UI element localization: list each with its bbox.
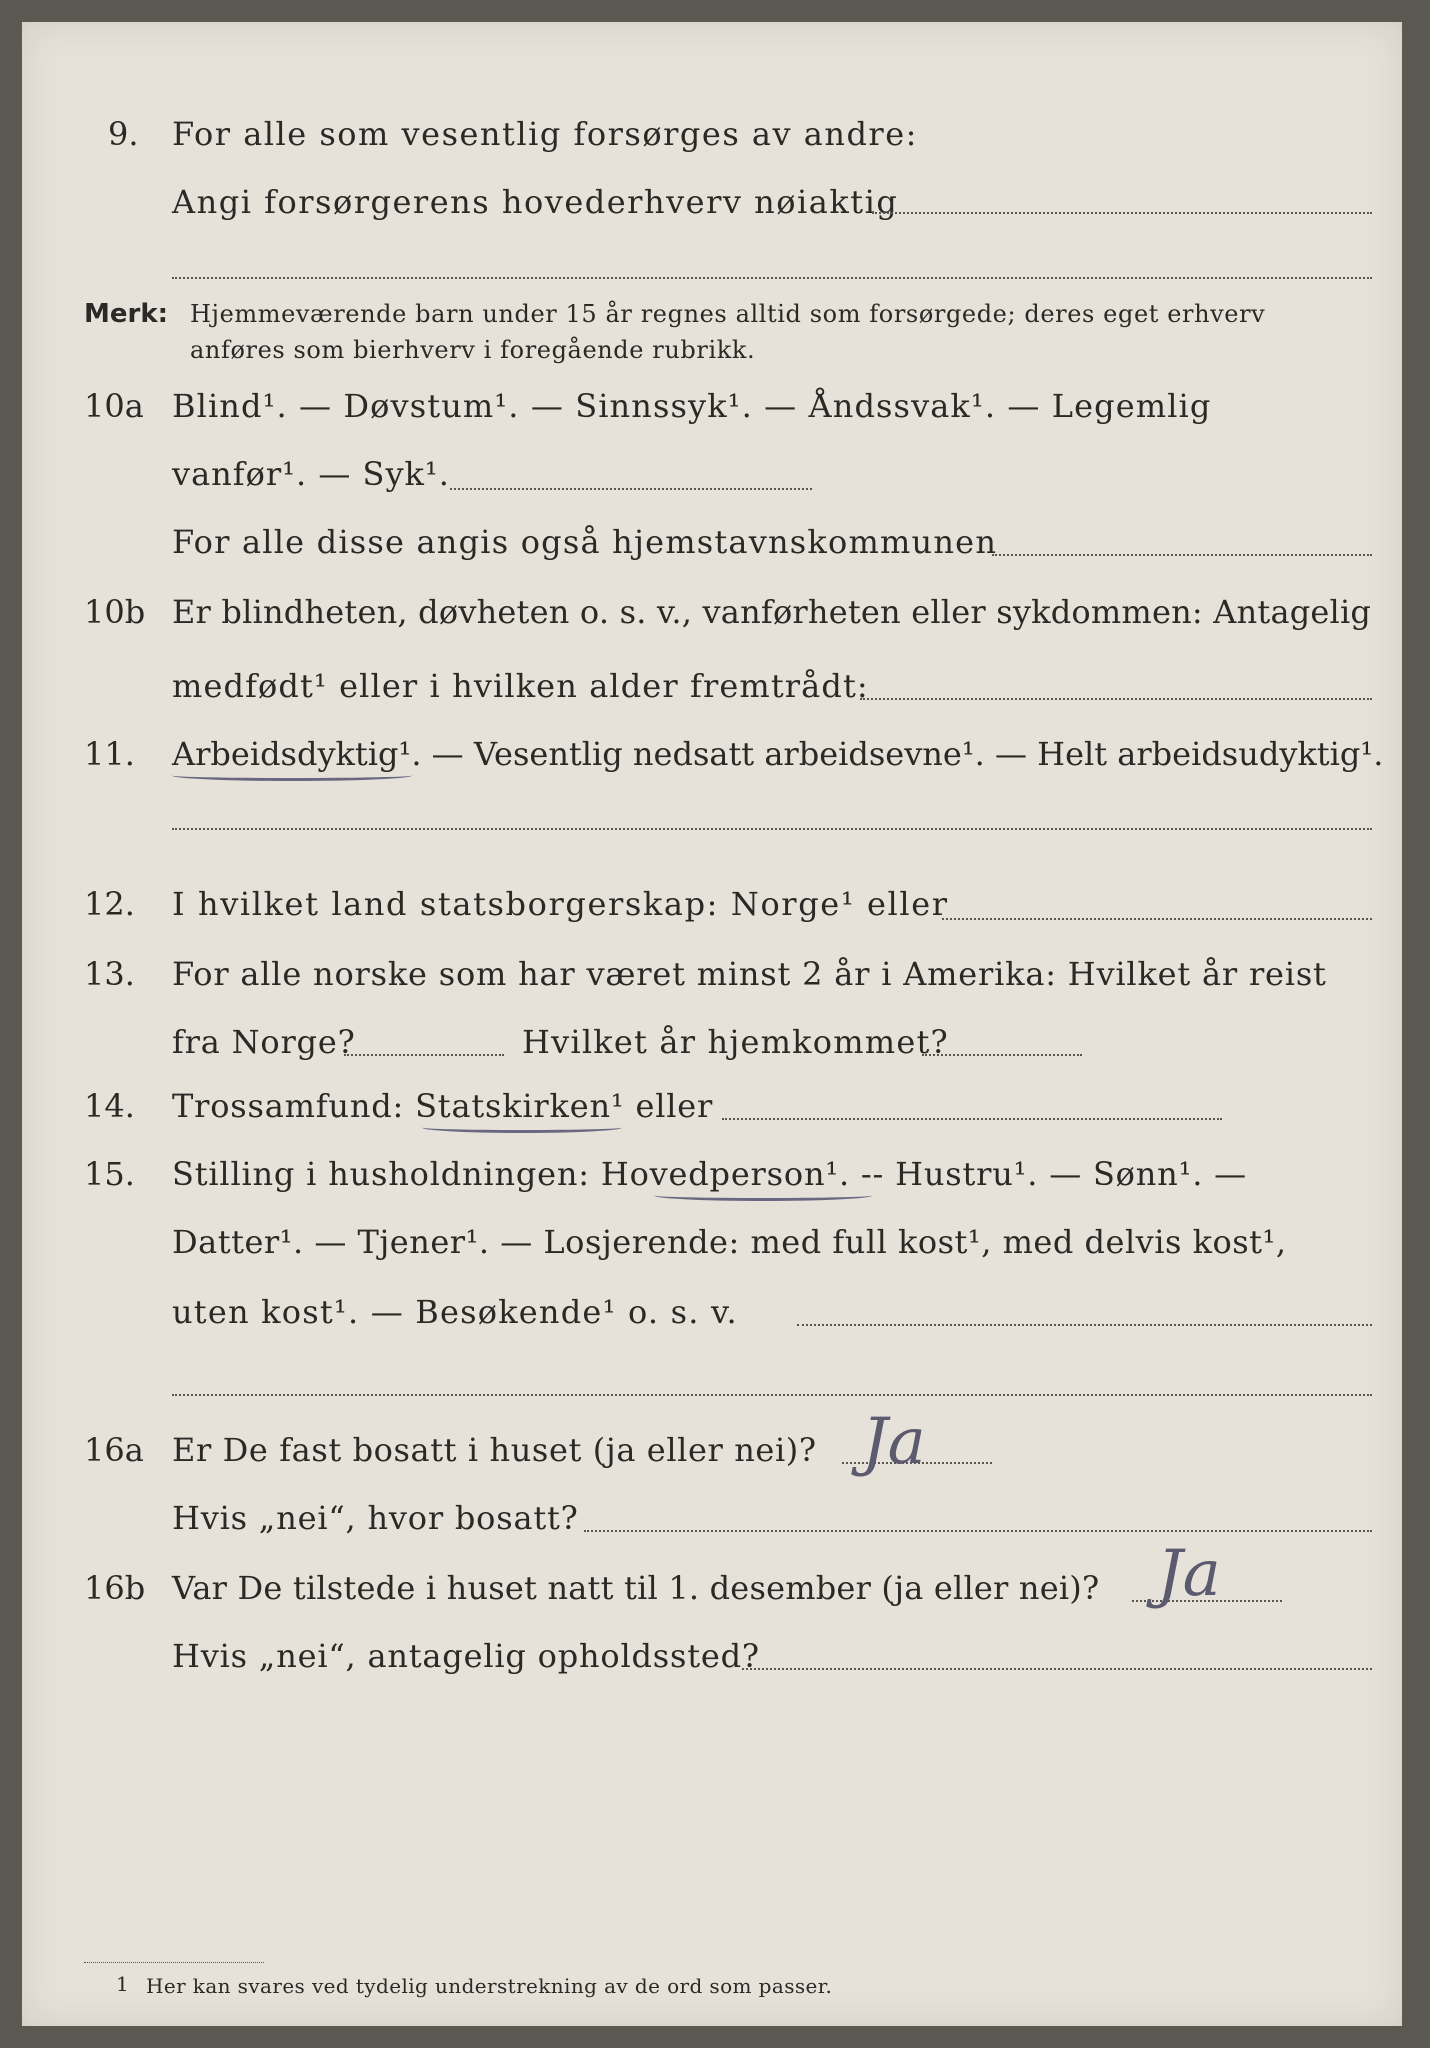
q13-departure-year-line[interactable]	[344, 1054, 504, 1056]
q15-answer-line-2[interactable]	[172, 1394, 1372, 1396]
q15-line1: Stilling i husholdningen: Hovedperson¹. -- Hustru¹. — Sønn¹. —	[172, 1155, 1247, 1193]
merk-label: Merk:	[84, 299, 169, 329]
q9-number: 9.	[108, 115, 139, 153]
q13-line1: For alle norske som har været minst 2 år i Amerika: Hvilket år reist	[172, 955, 1327, 993]
q12-line1: I hvilket land statsborgerskap: Norge¹ eller	[172, 885, 949, 923]
q15-line3: uten kost¹. — Besøkende¹ o. s. v.	[172, 1293, 738, 1331]
q13-line2b: Hvilket år hjemkommet?	[522, 1023, 949, 1061]
q16b-handwritten-answer: Ja	[1157, 1537, 1221, 1611]
q11-underline-mark	[172, 770, 412, 781]
q11-answer-line[interactable]	[172, 828, 1372, 830]
merk-line2: anføres som bierhverv i foregående rubrikk.	[190, 336, 756, 364]
q10b-answer-line[interactable]	[860, 698, 1372, 700]
q16a-line1: Er De fast bosatt i huset (ja eller nei)?	[172, 1431, 817, 1469]
merk-line1: Hjemmeværende barn under 15 år regnes alltid som forsørgede; deres eget erhverv	[190, 300, 1266, 328]
q9-line2: Angi forsørgerens hovederhverv nøiaktig	[172, 183, 899, 221]
q15-answer-line[interactable]	[797, 1324, 1372, 1326]
footnote-text: Her kan svares ved tydelig understrekning av de ord som passer.	[146, 1974, 833, 1998]
q13-line2a: fra Norge?	[172, 1023, 356, 1061]
q14-line1: Trossamfund: Statskirken¹ eller	[172, 1087, 714, 1125]
q14-underline-mark	[422, 1122, 622, 1133]
q10a-line1: Blind¹. — Døvstum¹. — Sinnssyk¹. — Åndssvak¹. — Legemlig	[172, 387, 1212, 425]
q16a-handwritten-answer: Ja	[862, 1405, 926, 1479]
q12-answer-line[interactable]	[942, 918, 1372, 920]
q16b-line1: Var De tilstede i huset natt til 1. desember (ja eller nei)?	[172, 1569, 1100, 1607]
q15-number: 15.	[84, 1155, 135, 1193]
q10a-answer-line[interactable]	[450, 488, 812, 490]
q16b-number: 16b	[84, 1569, 146, 1607]
q10a-number: 10a	[84, 387, 144, 425]
q10b-number: 10b	[84, 593, 146, 631]
q10b-line2: medfødt¹ eller i hvilken alder fremtrådt:	[172, 667, 869, 705]
q14-answer-line[interactable]	[722, 1118, 1222, 1120]
q16a-number: 16a	[84, 1431, 144, 1469]
q14-number: 14.	[84, 1087, 135, 1125]
q10a-line3: For alle disse angis også hjemstavnskommunen	[172, 523, 998, 561]
q11-line1: Arbeidsdyktig¹. — Vesentlig nedsatt arbeidsevne¹. — Helt arbeidsudyktig¹.	[172, 735, 1384, 773]
census-form-page	[22, 22, 1402, 2026]
q12-number: 12.	[84, 885, 135, 923]
q9-line1: For alle som vesentlig forsørges av andre:	[172, 115, 918, 153]
q10a-hometown-line[interactable]	[992, 554, 1372, 556]
q15-line2: Datter¹. — Tjener¹. — Losjerende: med full kost¹, med delvis kost¹,	[172, 1223, 1287, 1261]
q16b-line2: Hvis „nei“, antagelig opholdssted?	[172, 1637, 760, 1675]
q16a-line2: Hvis „nei“, hvor bosatt?	[172, 1499, 579, 1537]
q9-answer-line[interactable]	[872, 212, 1372, 214]
q13-number: 13.	[84, 955, 135, 993]
q10b-line1: Er blindheten, døvheten o. s. v., vanførheten eller sykdommen: Antagelig	[172, 593, 1372, 631]
footnote-mark: 1	[116, 1972, 129, 1996]
q9-answer-line-2[interactable]	[172, 277, 1372, 279]
q13-return-year-line[interactable]	[922, 1054, 1082, 1056]
q16a-residence-line[interactable]	[584, 1530, 1372, 1532]
q16b-whereabouts-line[interactable]	[742, 1668, 1372, 1670]
q15-underline-mark	[654, 1190, 872, 1201]
q11-number: 11.	[84, 735, 135, 773]
q10a-line2: vanfør¹. — Syk¹.	[172, 455, 450, 493]
footnote-rule	[84, 1962, 264, 1963]
